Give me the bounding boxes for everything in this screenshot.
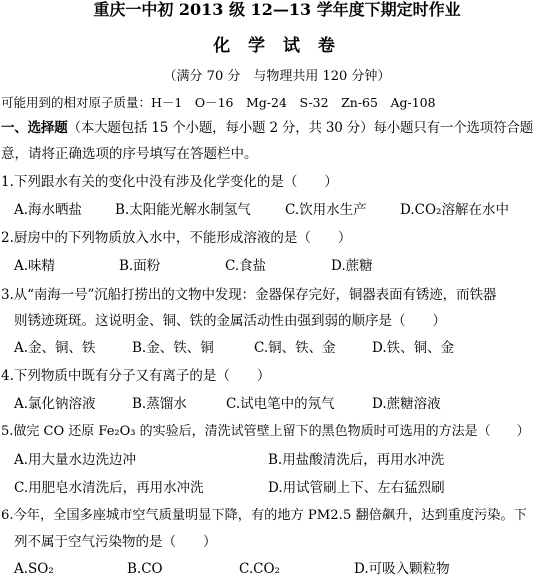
question-3-option-b: B.金、铁、铜 [132, 340, 214, 356]
question-6-option-c: C.CO₂ [239, 561, 280, 577]
question-2-stem: 2.厨房中的下列物质放入水中，不能形成溶液的是（ ） [1, 230, 352, 246]
question-5-stem: 5.做完 CO 还原 Fe₂O₃ 的实验后，清洗试管壁上留下的黑色物质时可选用的方法是（ ） [1, 424, 530, 439]
question-4-option-a: A.氯化钠溶液 [14, 396, 96, 412]
question-1-option-d: D.CO₂溶解在水中 [400, 202, 509, 218]
question-4-stem: 4.下列物质中既有分子又有离子的是（ ） [1, 368, 271, 384]
question-2-option-d: D.蔗糖 [331, 258, 373, 274]
section-heading: 一、选择题 [1, 120, 68, 136]
exam-title: 重庆一中初 2013 级 12—13 学年度下期定时作业 [93, 0, 461, 19]
exam-subtitle: 化 学 试 卷 [213, 36, 341, 56]
question-3-option-c: C.铜、铁、金 [254, 340, 336, 356]
question-3-option-d: D.铁、铜、金 [372, 340, 455, 356]
question-6-option-b: B.CO [127, 561, 163, 577]
question-5-options-row2 [14, 479, 544, 497]
question-6-option-d: D.可吸入颗粒物 [354, 561, 450, 577]
question-2-option-b: B.面粉 [119, 258, 161, 274]
question-4-option-c: C.试电笔中的氖气 [226, 396, 335, 412]
question-6-stem-line1: 6.今年，全国多座城市空气质量明显下降，有的地方 PM2.5 翻倍飙升，达到重度污染。下 [1, 508, 527, 523]
question-1-options [14, 201, 544, 219]
section-intro-rest: （本大题包括 15 个小题，每小题 2 分，共 30 分）每小题只有一个选项符合题 [67, 120, 533, 136]
atomic-masses: 可能用到的相对原子质量：H－1 O－16 Mg-24 S-32 Zn-65 Ag-108 [1, 95, 436, 110]
question-3-stem-line1: 3.从“南海一号”沉船打捞出的文物中发现：金器保存完好，铜器表面有锈迹，而铁器 [1, 287, 497, 303]
exam-note: （满分 70 分 与物理共用 120 分钟） [163, 69, 391, 84]
question-1-stem: 1.下列跟水有关的变化中没有涉及化学变化的是（ ） [1, 174, 338, 190]
question-6-stem-line2: 列不属于空气污染物的是（ ） [14, 534, 217, 550]
question-3-options [14, 339, 544, 357]
question-6-options [14, 560, 544, 578]
question-5-option-c: C.用肥皂水清洗后，再用水冲洗 [14, 480, 204, 496]
question-2-option-a: A.味精 [14, 258, 56, 274]
question-5-options-row1 [14, 451, 544, 469]
question-6-option-a: A.SO₂ [14, 561, 54, 577]
question-5-option-b: B.用盐酸清洗后，再用水冲洗 [268, 452, 445, 468]
question-3-stem-line2: 则锈迹斑斑。这说明金、铜、铁的金属活动性由强到弱的顺序是（ ） [14, 313, 446, 329]
question-1-option-c: C.饮用水生产 [285, 202, 367, 218]
question-2-options [14, 257, 544, 275]
question-2-option-c: C.食盐 [225, 258, 267, 274]
section-intro-line2: 意，请将正确选项的序号填写在答题栏中。 [1, 146, 258, 162]
question-4-option-d: D.蔗糖溶液 [372, 396, 441, 412]
question-1-option-a: A.海水晒盐 [14, 202, 83, 218]
question-4-options [14, 395, 544, 413]
question-3-option-a: A.金、铜、铁 [14, 340, 96, 356]
question-1-option-b: B.太阳能光解水制氢气 [115, 202, 251, 218]
section-intro-line1 [1, 119, 533, 137]
question-5-option-d: D.用试管刷上下、左右猛烈刷 [268, 480, 445, 496]
question-4-option-b: B.蒸馏水 [132, 396, 187, 412]
question-5-option-a: A.用大量水边洗边冲 [14, 452, 137, 468]
